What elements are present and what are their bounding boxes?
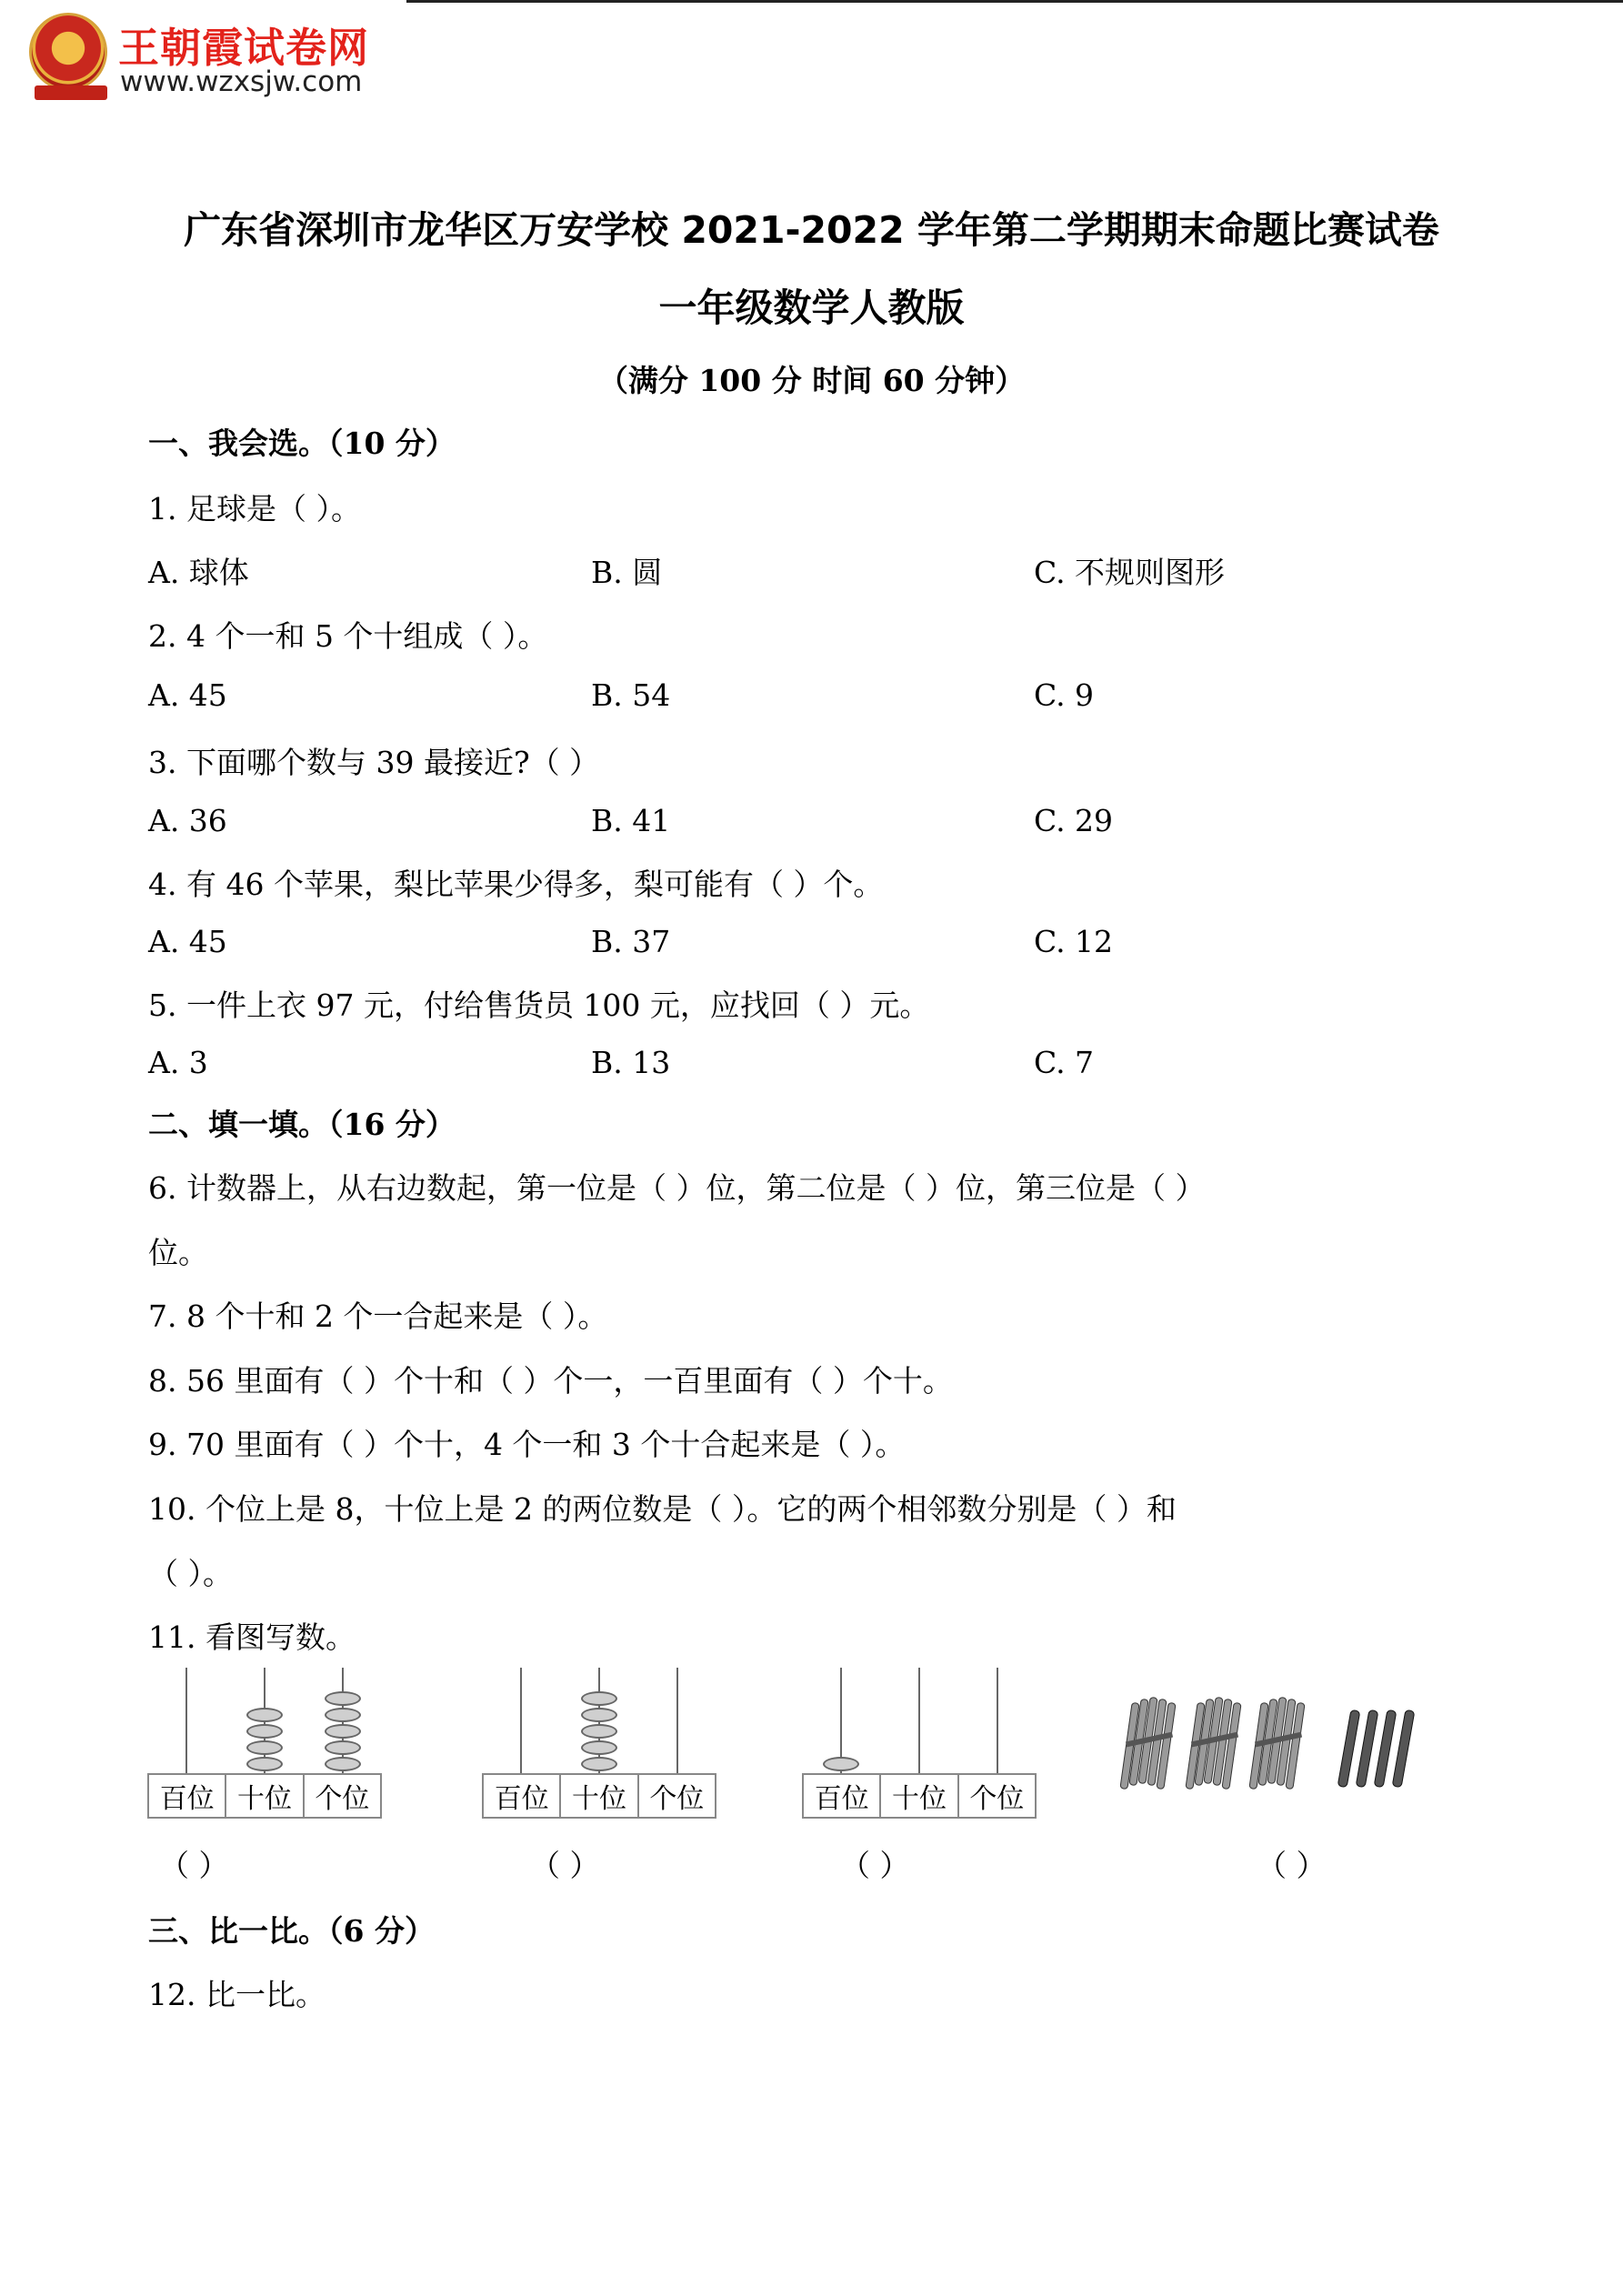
brand-url[interactable]: www.wzxsjw.com — [120, 65, 363, 98]
question-10-cont: （ ）。 — [148, 1556, 233, 1591]
stick-bundle-icon — [1122, 1697, 1177, 1788]
option-3b: B. 41 — [591, 803, 671, 838]
abacus-bead — [581, 1691, 617, 1706]
single-stick-icon — [1392, 1709, 1416, 1789]
abacus-bead — [581, 1708, 617, 1722]
abacus-bead — [325, 1724, 361, 1739]
stick-bundle-icon — [1187, 1697, 1242, 1788]
abacus-bead — [581, 1724, 617, 1739]
abacus-label-row — [802, 1773, 1037, 1819]
question-6-cont: 位。 — [148, 1235, 208, 1270]
label-hundreds: 百位 — [804, 1775, 881, 1817]
option-1a: A. 球体 — [148, 555, 249, 590]
section-heading: 二、填一填。（16 分） — [148, 1107, 456, 1142]
abacus-bead — [246, 1708, 283, 1722]
abacus-rod — [997, 1668, 998, 1775]
option-4a: A. 45 — [148, 924, 227, 959]
label-ones: 个位 — [315, 1783, 370, 1815]
question-1: 1. 足球是（ ）。 — [148, 491, 361, 526]
abacus-rod — [520, 1668, 522, 1775]
question-7: 7. 8 个十和 2 个一合起来是（ ）。 — [148, 1298, 608, 1334]
header-rule — [406, 0, 1623, 3]
option-3a: A. 36 — [148, 803, 227, 838]
label-ones: 个位 — [649, 1783, 705, 1815]
abacus-bead — [581, 1757, 617, 1771]
brand-name: 王朝霞试卷网 — [118, 24, 370, 72]
question-5: 5. 一件上衣 97 元，付给售货员 100 元，应找回（ ）元。 — [148, 988, 930, 1023]
exam-title: 广东省深圳市龙华区万安学校 2021-2022 学年第二学期期末命题比赛试卷 — [184, 208, 1439, 252]
abacus-1 — [147, 1668, 384, 1819]
section-heading: 三、比一比。（6 分） — [148, 1913, 435, 1949]
abacus-rod — [676, 1668, 678, 1775]
option-1c: C. 不规则图形 — [1034, 555, 1226, 590]
abacus-2 — [482, 1668, 718, 1819]
abacus-bead — [325, 1757, 361, 1771]
label-tens: 十位 — [561, 1775, 638, 1817]
seal-ribbon — [35, 85, 107, 100]
question-4: 4. 有 46 个苹果，梨比苹果少得多，梨可能有（ ）个。 — [148, 867, 884, 902]
abacus-bead — [325, 1691, 361, 1706]
abacus-label-row — [482, 1773, 716, 1819]
question-10: 10. 个位上是 8，十位上是 2 的两位数是（ ）。它的两个相邻数分别是（ ）和 — [148, 1491, 1177, 1527]
option-5a: A. 3 — [148, 1045, 208, 1080]
abacus-3 — [802, 1668, 1038, 1819]
abacus-bead — [325, 1740, 361, 1755]
label-tens: 十位 — [226, 1775, 304, 1817]
option-2a: A. 45 — [148, 677, 227, 713]
label-tens: 十位 — [881, 1775, 958, 1817]
question-9: 9. 70 里面有（ ）个十，4 个一和 3 个十合起来是（ ）。 — [148, 1427, 906, 1462]
exam-score-time: （满分 100 分 时间 60 分钟） — [597, 363, 1026, 398]
option-3c: C. 29 — [1034, 803, 1114, 838]
answer-blank[interactable]: （ ） — [159, 1848, 229, 1883]
question-8: 8. 56 里面有（ ）个十和（ ）个一，一百里面有（ ）个十。 — [148, 1363, 953, 1399]
answer-blank[interactable]: （ ） — [840, 1848, 910, 1883]
abacus-rod — [918, 1668, 920, 1775]
exam-subtitle: 一年级数学人教版 — [658, 286, 965, 330]
stick-bundle-icon — [1251, 1697, 1306, 1788]
abacus-bead — [325, 1708, 361, 1722]
question-12: 12. 比一比。 — [148, 1977, 326, 2012]
abacus-bead — [246, 1724, 283, 1739]
option-4b: B. 37 — [591, 924, 671, 959]
abacus-bead — [823, 1757, 859, 1771]
abacus-bead — [246, 1740, 283, 1755]
abacus-bead — [246, 1757, 283, 1771]
question-11: 11. 看图写数。 — [148, 1619, 356, 1655]
label-ones: 个位 — [969, 1783, 1025, 1815]
option-2c: C. 9 — [1034, 677, 1095, 713]
label-hundreds: 百位 — [149, 1775, 226, 1817]
option-1b: B. 圆 — [591, 555, 663, 590]
abacus-bead — [581, 1740, 617, 1755]
abacus-label-row — [147, 1773, 382, 1819]
site-logo[interactable] — [25, 13, 407, 104]
abacus-rod — [185, 1668, 187, 1775]
seal-emblem-icon — [29, 13, 107, 91]
option-5c: C. 7 — [1034, 1045, 1095, 1080]
option-5b: B. 13 — [591, 1045, 671, 1080]
answer-blank[interactable]: （ ） — [530, 1848, 600, 1883]
question-2: 2. 4 个一和 5 个十组成（ ）。 — [148, 618, 548, 654]
option-2b: B. 54 — [591, 677, 671, 713]
answer-blank[interactable]: （ ） — [1257, 1848, 1327, 1883]
question-3: 3. 下面哪个数与 39 最接近?（ ） — [148, 745, 600, 780]
question-6: 6. 计数器上，从右边数起，第一位是（ ）位，第二位是（ ）位，第三位是（ ） — [148, 1170, 1206, 1206]
option-4c: C. 12 — [1034, 924, 1114, 959]
section-heading: 一、我会选。（10 分） — [148, 426, 456, 461]
label-hundreds: 百位 — [484, 1775, 561, 1817]
